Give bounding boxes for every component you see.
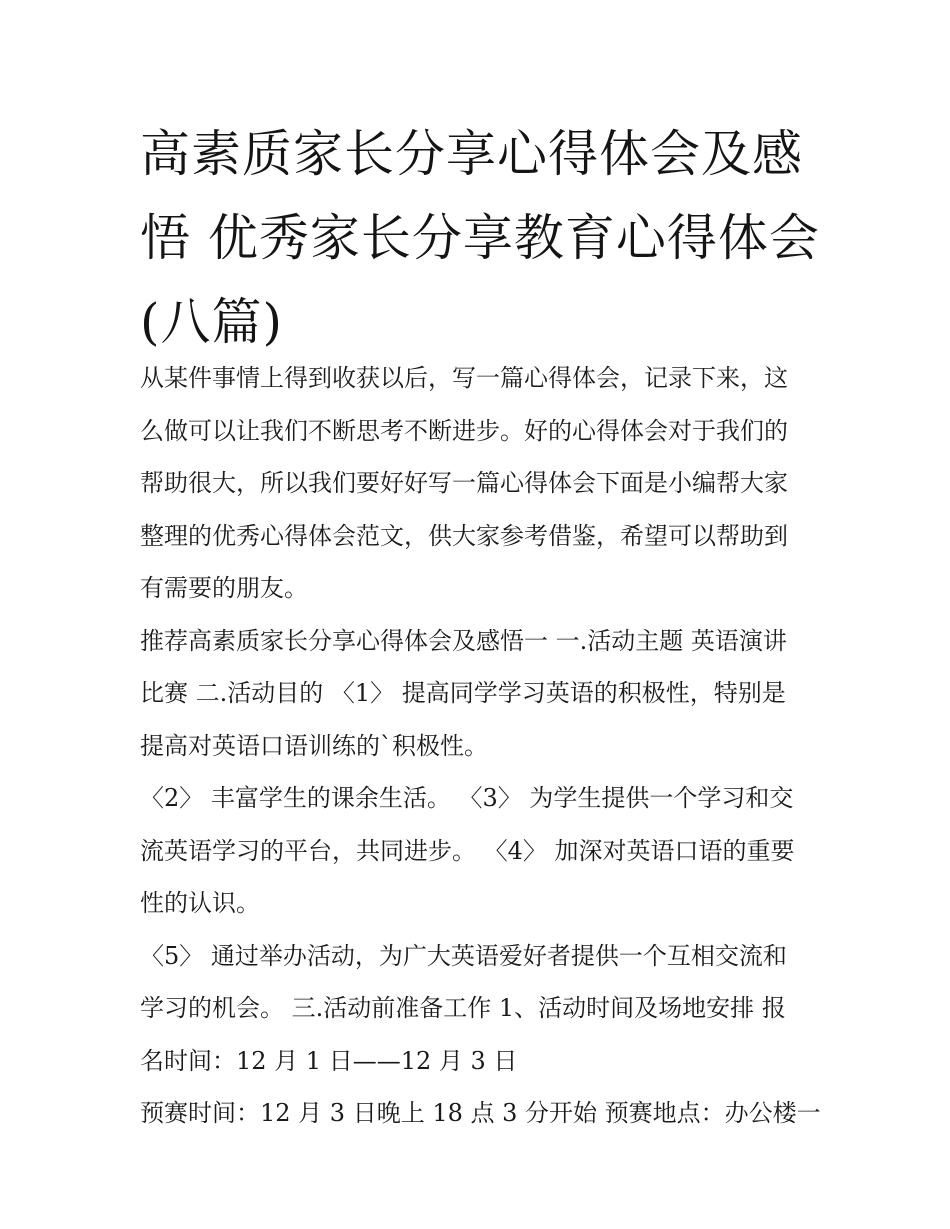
document-body: [140, 352, 820, 1140]
title-line: 高素质家长分享心得体会及感: [140, 125, 803, 183]
body-line: 整理的优秀心得体会范文，供大家参考借鉴，希望可以帮助到: [140, 521, 788, 550]
body-line: 名时间：12 月 1 日——12 月 3 日: [140, 1046, 518, 1075]
body-line: 〈5〉 通过举办活动，为广大英语爱好者提供一个互相交流和: [140, 941, 787, 970]
title-line: (八篇): [140, 293, 284, 351]
document-title: [140, 112, 820, 364]
body-line: 〈2〉 丰富学生的课余生活。 〈3〉 为学生提供一个学习和交: [140, 784, 794, 812]
body-line: 从某件事情上得到收获以后，写一篇心得体会，记录下来，这: [140, 364, 788, 392]
body-line: 帮助很大，所以我们要好好写一篇心得体会下面是小编帮大家: [140, 469, 788, 497]
body-line: 学习的机会。 三.活动前准备工作 1、活动时间及场地安排 报: [140, 994, 786, 1022]
body-line: 预赛时间：12 月 3 日晚上 18 点 3 分开始 预赛地点：办公楼一: [140, 1099, 821, 1127]
body-line: 么做可以让我们不断思考不断进步。好的心得体会对于我们的: [140, 416, 788, 445]
title-line: 悟 优秀家长分享教育心得体会: [140, 209, 820, 267]
body-line: 流英语学习的平台，共同进步。 〈4〉 加深对英语口语的重要: [140, 836, 795, 865]
body-line: 提高对英语口语训练的`积极性。: [140, 731, 488, 760]
body-line: 有需要的朋友。: [140, 574, 308, 602]
body-line: 比赛 二.活动目的 〈1〉 提高同学学习英语的积极性，特别是: [140, 679, 786, 707]
body-line: 推荐高素质家长分享心得体会及感悟一 一.活动主题 英语演讲: [140, 626, 787, 655]
body-line: 性的认识。: [140, 889, 260, 917]
